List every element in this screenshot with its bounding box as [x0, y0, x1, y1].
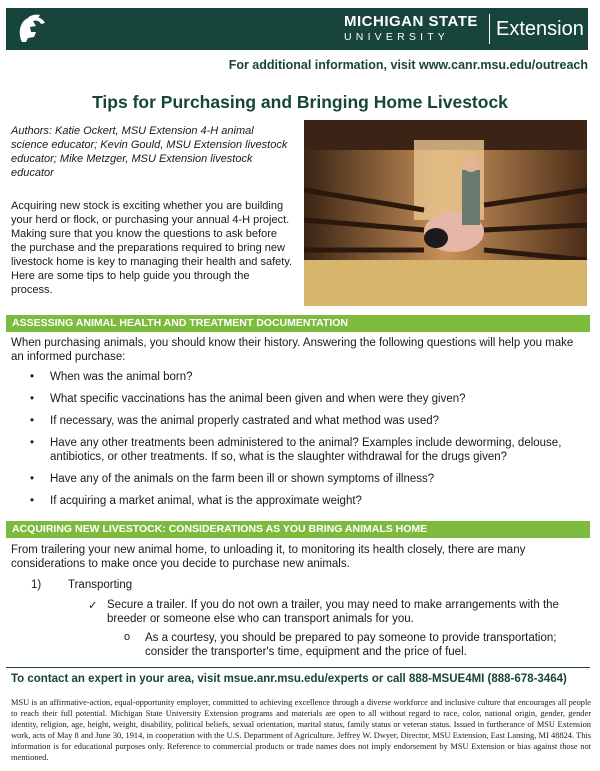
barn-pig-photo	[304, 120, 587, 306]
intro-paragraph: Acquiring new stock is exciting whether you are building your herd or flock, or purchasing your annual 4-H project. Making sure that you know the questions to ask before the purchase and the preparations required to bring new livestock home is key to managing their health and safety. Here are some tips to help guide you through the process.	[11, 200, 293, 296]
list-item: • If necessary, was the animal properly castrated and what method was used?	[30, 415, 440, 427]
contact-line[interactable]: To contact an expert in your area, visit msue.anr.msu.edu/experts or call 888-MSUE4MI (888-678-3464)	[11, 673, 567, 685]
brand-line2: UNIVERSITY	[344, 31, 450, 43]
spartan-helmet-icon	[14, 12, 50, 46]
brand-line1: MICHIGAN STATE	[344, 13, 478, 30]
section-heading-acquiring: ACQUIRING NEW LIVESTOCK: CONSIDERATIONS AS YOU BRING ANIMALS HOME	[6, 521, 590, 538]
msu-wordmark	[344, 14, 478, 44]
info-line[interactable]: For additional information, visit www.canr.msu.edu/outreach	[228, 58, 588, 72]
check-item-text: Secure a trailer. If you do not own a trailer, you may need to make arrangements with the breeder or someone else who can transport animals for you.	[107, 599, 559, 625]
section2-lead: From trailering your new animal home, to unloading it, to monitoring its health closely, there are many considerations to make once you decide to purchase new animals.	[11, 544, 526, 570]
list-item: • If acquiring a market animal, what is the approximate weight?	[30, 495, 362, 507]
question-list	[0, 370, 590, 516]
brand-unit: Extension	[496, 18, 584, 40]
brand-divider	[489, 14, 490, 44]
checkmark-icon: ✓	[88, 600, 98, 612]
sub-item-text: As a courtesy, you should be prepared to pay someone to provide transportation; consider the transporter's time, equipment and the price of fuel.	[145, 632, 557, 658]
list-item: • Have any other treatments been administered to the animal? Examples include deworming, delouse, antibiotics, or other treatments. If so, what is the slaughter withdrawal for the drugs given?	[30, 437, 562, 463]
item-number: 1)	[31, 579, 42, 591]
list-item: • When was the animal born?	[30, 371, 193, 383]
sub-bullet-icon: o	[124, 631, 131, 643]
header-banner	[6, 8, 588, 50]
divider	[6, 667, 590, 668]
list-item: • What specific vaccinations has the animal been given and when were they given?	[30, 393, 466, 405]
list-item: • Have any of the animals on the farm been ill or shown symptoms of illness?	[30, 473, 435, 485]
section1-lead: When purchasing animals, you should know their history. Answering the following questions will help you make an informed purchase:	[11, 337, 574, 363]
disclaimer: MSU is an affirmative-action, equal-opportunity employer, committed to achieving excellence through a diverse workforce and inclusive culture that encourages all people to reach their full potential. Michigan State University Extension programs and materials are open to all without regard to race, color, national origin, gender, gender identity, religion, age, height, weight, disability, political beliefs, sexual orientation, marital status, family status or veteran status. Issued in furtherance of MSU Extension work, acts of May 8 and June 30, 1914, in cooperation with the U.S. Department of Agriculture. Jeffrey W. Dwyer, Director, MSU Extension, East Lansing, MI 48824. This information is for educational purposes only. Reference to commercial products or trade names does not imply endorsement by MSU Extension or bias against those not mentioned.	[11, 698, 591, 762]
authors: Authors: Katie Ockert, MSU Extension 4-H animal science educator; Kevin Gould, MSU Extension livestock educator; Mike Metzger, MSU Extension livestock educator	[11, 125, 288, 179]
item-label: Transporting	[68, 579, 133, 591]
section-heading-health: ASSESSING ANIMAL HEALTH AND TREATMENT DOCUMENTATION	[6, 315, 590, 332]
page-title: Tips for Purchasing and Bringing Home Livestock	[92, 92, 508, 112]
